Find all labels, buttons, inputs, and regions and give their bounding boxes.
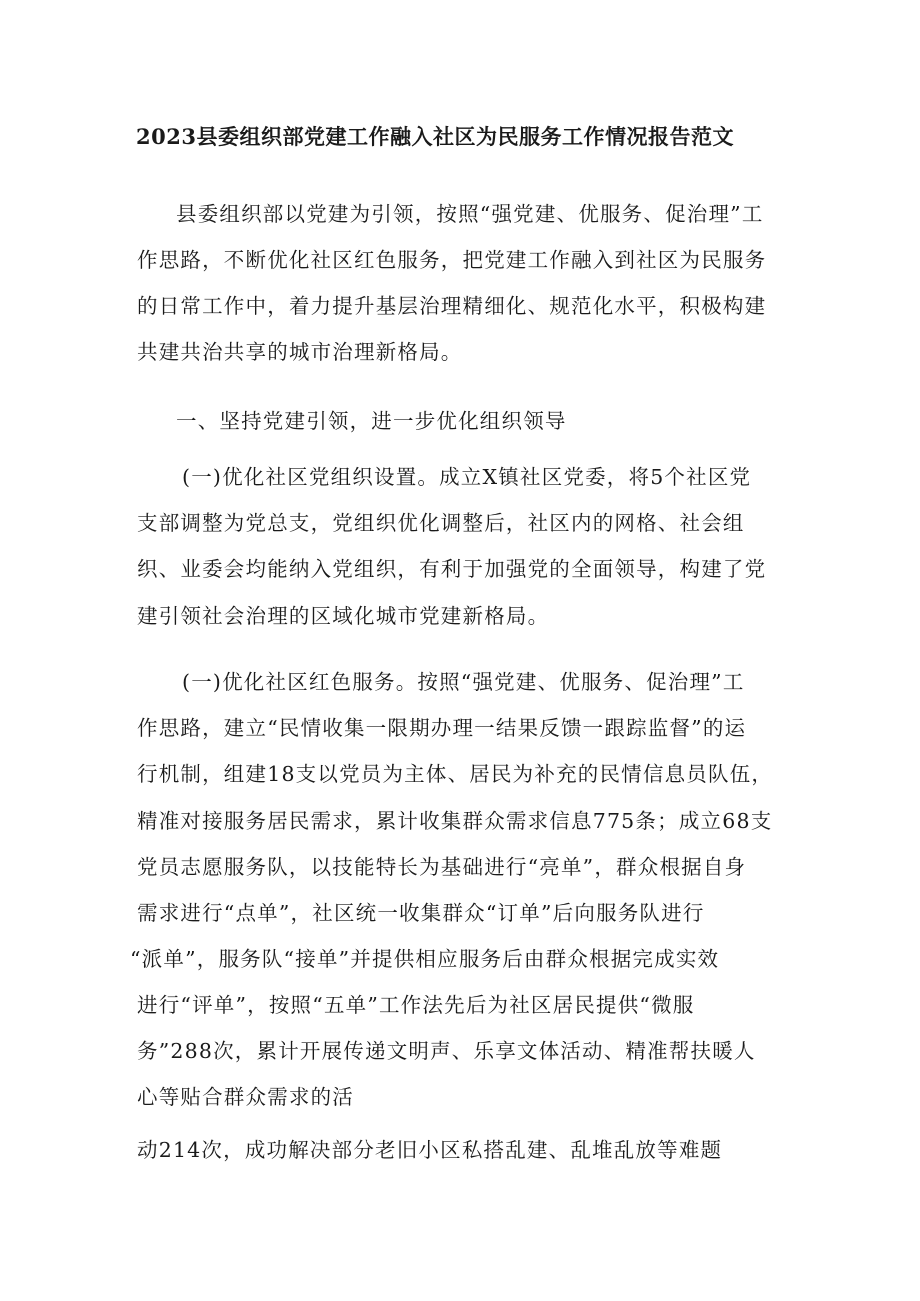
- intro-line-4: 共建共治共享的城市治理新格局。: [137, 340, 463, 364]
- intro-line-3: 的日常工作中，着力提升基层治理精细化、规范化水平，积极构建: [137, 294, 767, 318]
- para1-line-3: 织、业委会均能纳入党组织，有利于加强党的全面领导，构建了党: [137, 557, 767, 581]
- para1-line-4: 建引领社会治理的区域化城市党建新格局。: [137, 604, 550, 628]
- document-title: 2023县委组织部党建工作融入社区为民服务工作情况报告范文: [136, 124, 734, 149]
- para2-line-11: 动214次，成功解决部分老旧小区私搭乱建、乱堆乱放等难题: [137, 1138, 723, 1162]
- para2-line-1: (一)优化社区红色服务。按照“强党建、优服务、促治理”工: [182, 670, 745, 694]
- para2-line-9: 务”288次，累计开展传递文明声、乐享文体活动、精准帮扶暖人: [137, 1039, 756, 1063]
- section-heading: 一、坚持党建引领，进一步优化组织领导: [176, 409, 567, 433]
- para2-line-6: 需求进行“点单”，社区统一收集群众“订单”后向服务队进行: [137, 901, 705, 925]
- para1-line-2: 支部调整为党总支，党组织优化调整后，社区内的网格、社会组: [137, 511, 745, 535]
- para2-line-10: 心等贴合群众需求的活: [137, 1085, 354, 1109]
- intro-line-2: 作思路，不断优化社区红色服务，把党建工作融入到社区为民服务: [137, 248, 767, 272]
- para2-line-8: 进行“评单”，按照“五单”工作法先后为社区居民提供“微服: [137, 993, 695, 1017]
- para2-line-4: 精准对接服务居民需求，累计收集群众需求信息775条；成立68支: [137, 809, 773, 833]
- para2-line-7: “派单”，服务队“接单”并提供相应服务后由群众根据完成实效: [130, 947, 720, 971]
- para2-line-2: 作思路，建立“民情收集一限期办理一结果反馈一跟踪监督”的运: [137, 716, 747, 740]
- intro-line-1: 县委组织部以党建为引领，按照“强党建、优服务、促治理”工: [176, 202, 764, 226]
- para2-line-3: 行机制，组建18支以党员为主体、居民为补充的民情信息员队伍，: [137, 762, 774, 786]
- para2-line-5: 党员志愿服务队，以技能特长为基础进行“亮单”，群众根据自身: [137, 855, 747, 879]
- para1-line-1: (一)优化社区党组织设置。成立X镇社区党委，将5个社区党: [182, 465, 752, 489]
